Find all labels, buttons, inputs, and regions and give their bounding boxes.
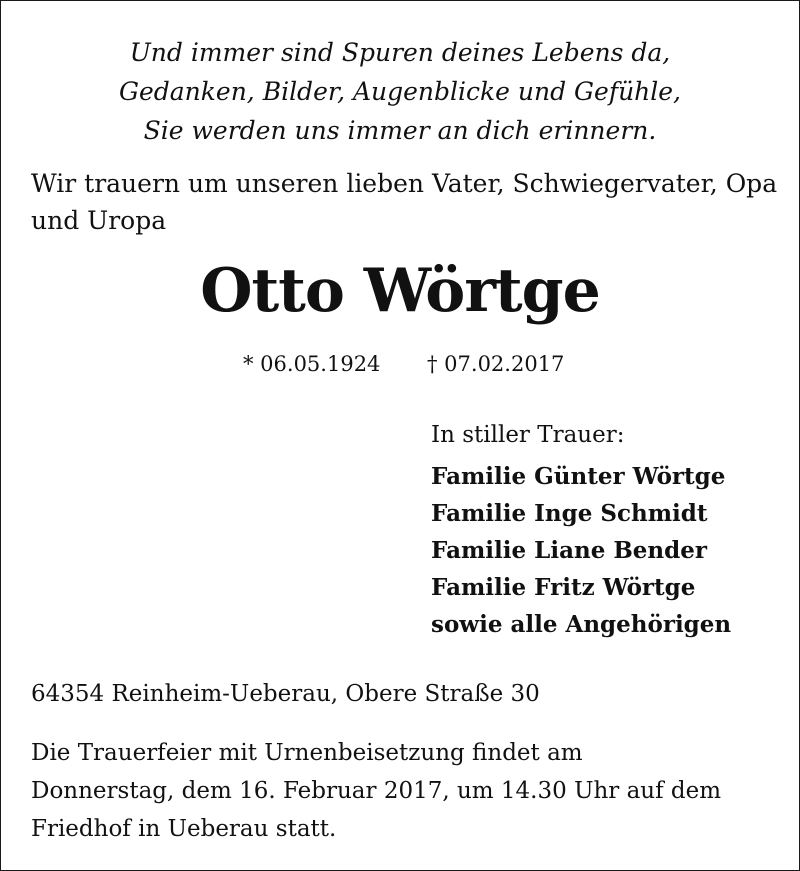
death-date: † 07.02.2017 — [427, 352, 565, 376]
deceased-name: Otto Wörtge — [200, 256, 600, 326]
family-address: 64354 Reinheim-Ueberau, Obere Straße 30 — [31, 681, 540, 707]
memorial-poem — [1, 33, 799, 150]
mourning-lead: In stiller Trauer: — [431, 422, 625, 448]
poem-line: Sie werden uns immer an dich erinnern. — [143, 116, 657, 145]
ceremony-line: Friedhof in Ueberau statt. — [31, 816, 337, 842]
poem-line: Und immer sind Spuren deines Lebens da, — [129, 38, 671, 67]
ceremony-line: Die Trauerfeier mit Urnenbeisetzung findet am — [31, 740, 583, 766]
ceremony-details — [31, 734, 791, 848]
intro-line: und Uropa — [31, 206, 167, 235]
family-entry: Familie Fritz Wörtge — [431, 574, 696, 601]
family-entry: Familie Günter Wörtge — [431, 463, 726, 490]
poem-line: Gedanken, Bilder, Augenblicke und Gefühle, — [118, 77, 682, 106]
family-entry: sowie alle Angehörigen — [431, 611, 732, 638]
mourners-block — [431, 416, 791, 643]
family-entry: Familie Inge Schmidt — [431, 500, 708, 527]
family-entry: Familie Liane Bender — [431, 537, 707, 564]
ceremony-line: Donnerstag, dem 16. Februar 2017, um 14.30 Uhr auf dem — [31, 778, 722, 804]
intro-text — [31, 165, 791, 239]
intro-line: Wir trauern um unseren lieben Vater, Schwiegervater, Opa — [31, 169, 778, 198]
birth-date: * 06.05.1924 — [243, 352, 381, 376]
